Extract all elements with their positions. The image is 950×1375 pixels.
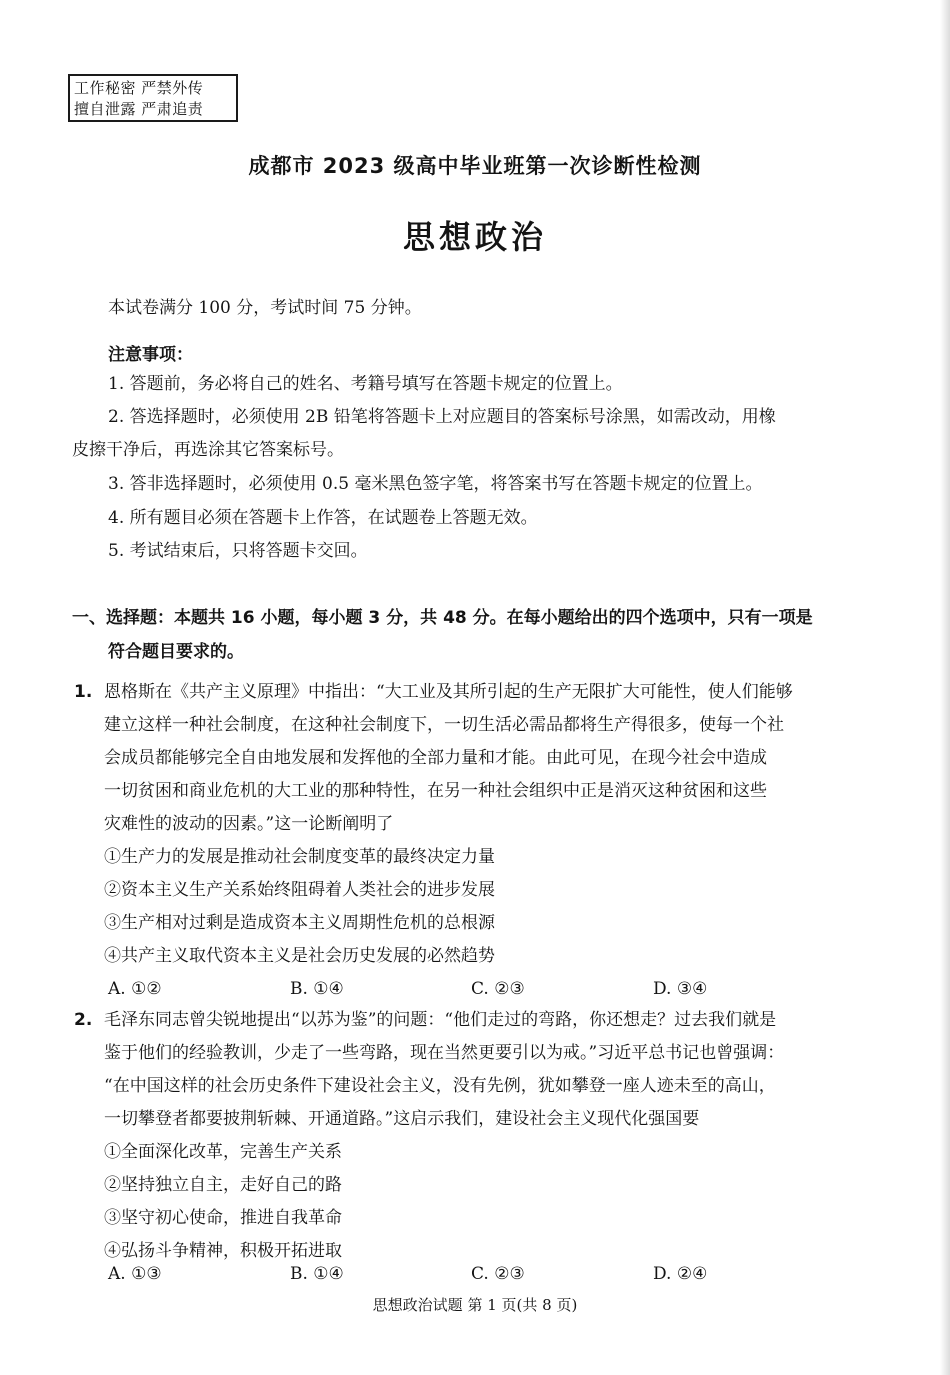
page-footer: 思想政治试题 第 1 页(共 8 页): [372, 1296, 578, 1314]
question-2-option-c: C. ②③: [471, 1264, 525, 1284]
question-1-number: 1.: [74, 682, 93, 702]
question-1-stem-line: 一切贫困和商业危机的大工业的那种特性，在另一种社会组织中正是消灭这种贫困和这些: [104, 781, 767, 801]
question-1-stem-line: 恩格斯在《共产主义原理》中指出：“大工业及其所引起的生产无限扩大可能性，使人们能够: [104, 682, 793, 702]
question-1-statement: ④共产主义取代资本主义是社会历史发展的必然趋势: [104, 946, 495, 966]
question-1-option-c: C. ②③: [471, 979, 525, 999]
confidential-notice-box: [68, 74, 238, 122]
question-2-stem-line: 一切攀登者都要披荆斩棘、开通道路。”这启示我们，建设社会主义现代化强国要: [104, 1109, 700, 1129]
note-2-line-1: 2. 答选择题时，必须使用 2B 铅笔将答题卡上对应题目的答案标号涂黑，如需改动，用橡: [108, 407, 776, 427]
note-1: 1. 答题前，务必将自己的姓名、考籍号填写在答题卡规定的位置上。: [108, 374, 623, 394]
question-2-stem-line: “在中国这样的社会历史条件下建设社会主义，没有先例，犹如攀登一座人迹未至的高山，: [104, 1076, 776, 1096]
question-1-option-a: A. ①②: [108, 979, 162, 999]
question-2-option-b: B. ①④: [290, 1264, 344, 1284]
question-2-number: 2.: [74, 1010, 93, 1030]
section-1-heading-line-1: 一、选择题：本题共 16 小题，每小题 3 分，共 48 分。在每小题给出的四个选项中，只有一项是: [72, 608, 813, 628]
question-1-option-d: D. ③④: [653, 979, 708, 999]
exam-title: 成都市 2023 级高中毕业班第一次诊断性检测: [248, 154, 702, 178]
question-2-statement: ①全面深化改革，完善生产关系: [104, 1142, 342, 1162]
question-2-statement: ②坚持独立自主，走好自己的路: [104, 1175, 342, 1195]
question-2-statement: ③坚守初心使命，推进自我革命: [104, 1208, 342, 1228]
note-3: 3. 答非选择题时，必须使用 0.5 毫米黑色签字笔，将答案书写在答题卡规定的位置上。: [108, 474, 763, 494]
question-2-option-a: A. ①③: [108, 1264, 162, 1284]
question-2-statement: ④弘扬斗争精神，积极开拓进取: [104, 1241, 342, 1261]
question-1-stem-line: 会成员都能够完全自由地发展和发挥他的全部力量和才能。由此可见，在现今社会中造成: [104, 748, 767, 768]
question-2-option-d: D. ②④: [653, 1264, 708, 1284]
note-4: 4. 所有题目必须在答题卡上作答，在试题卷上答题无效。: [108, 508, 538, 528]
question-1-statement: ①生产力的发展是推动社会制度变革的最终决定力量: [104, 847, 495, 867]
confidential-line-2: 擅自泄露 严肃追责: [74, 100, 204, 118]
question-2-stem-line: 毛泽东同志曾尖锐地提出“以苏为鉴”的问题：“他们走过的弯路，你还想走？过去我们就是: [104, 1010, 777, 1030]
question-1-statement: ②资本主义生产关系始终阻碍着人类社会的进步发展: [104, 880, 495, 900]
note-2-line-2: 皮擦干净后，再选涂其它答案标号。: [72, 440, 344, 460]
notes-heading: 注意事项：: [108, 345, 193, 365]
note-5: 5. 考试结束后，只将答题卡交回。: [108, 541, 368, 561]
subject-title: 思想政治: [402, 218, 547, 256]
confidential-line-1: 工作秘密 严禁外传: [74, 79, 204, 97]
question-1-statement: ③生产相对过剩是造成资本主义周期性危机的总根源: [104, 913, 495, 933]
page-edge-shadow: [940, 0, 950, 1375]
section-1-heading-line-2: 符合题目要求的。: [108, 642, 244, 662]
question-1-stem-line: 建立这样一种社会制度，在这种社会制度下，一切生活必需品都将生产得很多，使每一个社: [104, 715, 784, 735]
question-1-stem-line: 灾难性的波动的因素。”这一论断阐明了: [104, 814, 394, 834]
exam-intro: 本试卷满分 100 分，考试时间 75 分钟。: [108, 298, 422, 318]
question-2-stem-line: 鉴于他们的经验教训，少走了一些弯路，现在当然更要引以为戒。”习近平总书记也曾强调：: [104, 1043, 785, 1063]
question-1-option-b: B. ①④: [290, 979, 344, 999]
